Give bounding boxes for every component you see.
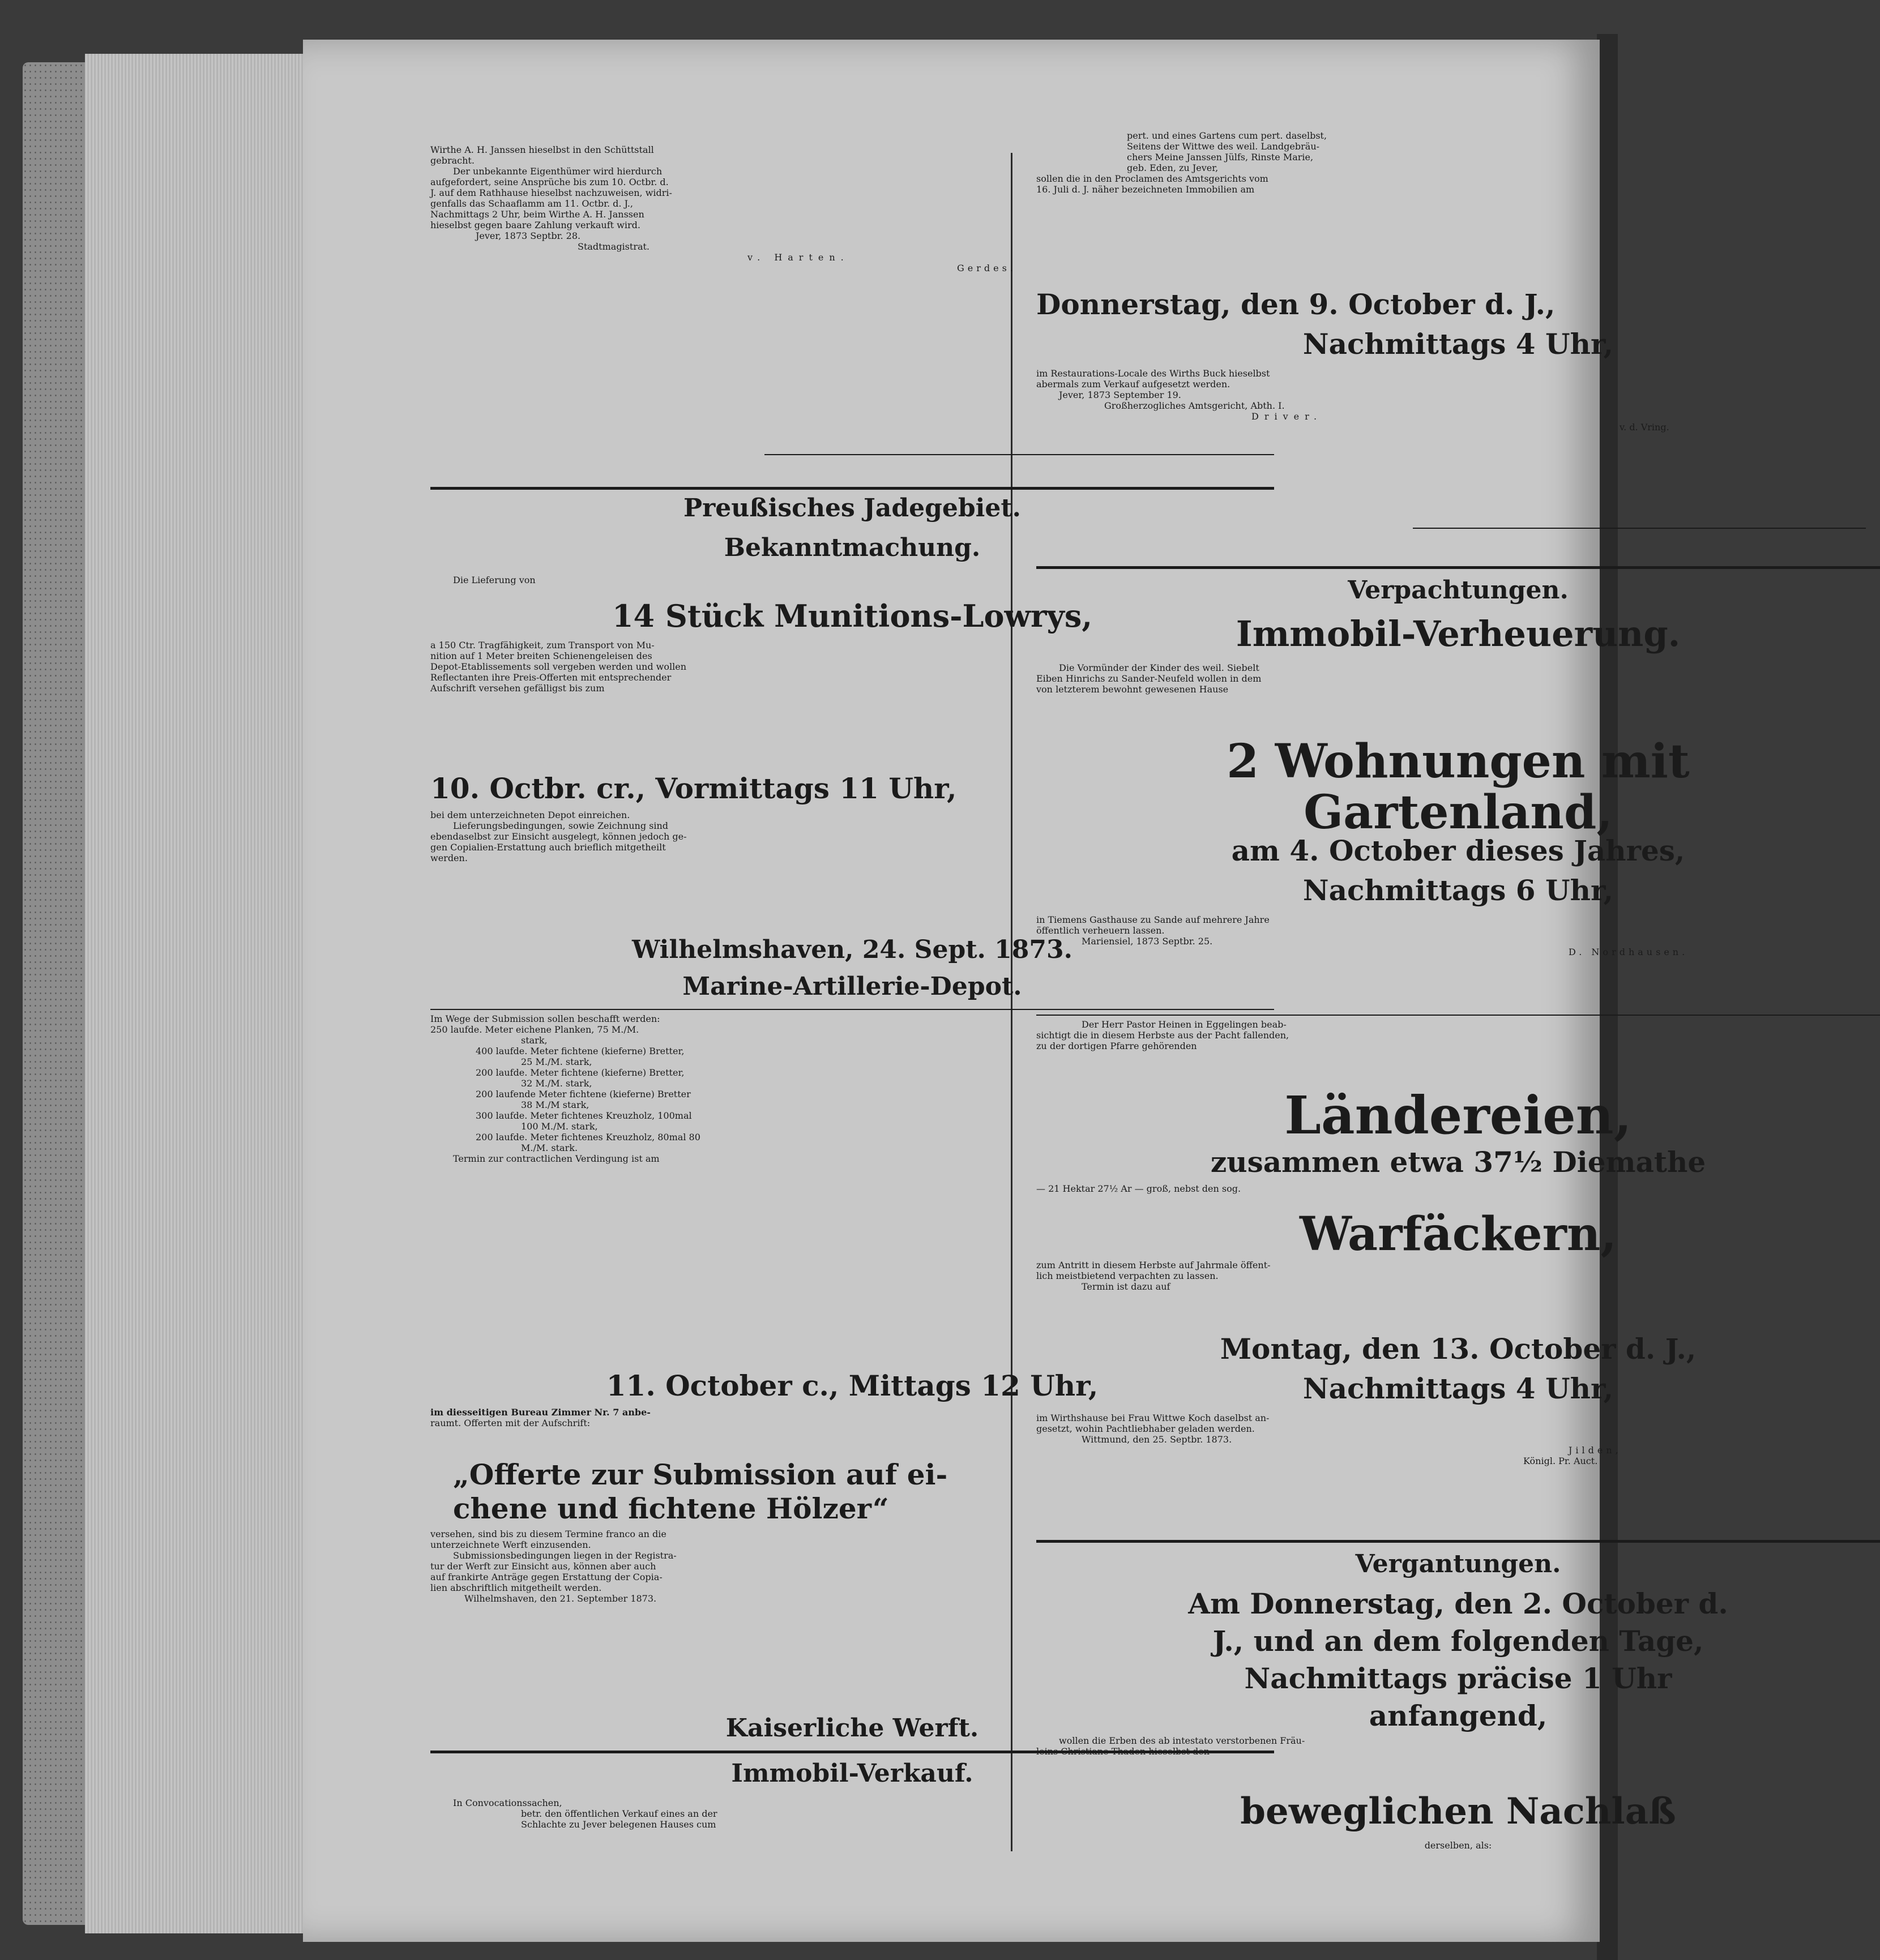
text-line: hieselbst gegen baare Zahlung verkauft wird. <box>430 220 640 230</box>
lease-date: Montag, den 13. October d. J., <box>1220 1332 1697 1366</box>
submission-date: 11. October c., Mittags 12 Uhr, <box>606 1369 1099 1402</box>
text-block <box>1036 1260 1880 1292</box>
text-line: geb. Eden, zu Jever, <box>1127 162 1219 173</box>
signature-name: Gerdes. <box>957 263 1016 273</box>
list-item: 32 M./M. stark, <box>521 1078 592 1089</box>
text-line: unterzeichnete Werft einzusenden. <box>430 1539 591 1550</box>
text-line: Submissionsbedingungen liegen in der Registra- <box>453 1550 677 1561</box>
text-block <box>1036 1413 1880 1466</box>
text-line: lich meistbietend verpachten zu lassen. <box>1036 1270 1219 1281</box>
signature-rule <box>1413 528 1866 529</box>
headline-gartenland: Gartenland, <box>1304 785 1613 840</box>
heading-bekanntmachung: Bekanntmachung. <box>724 533 981 562</box>
list-item: 200 laufde. Meter fichtenes Kreuzholz, 80mal 80 <box>476 1132 700 1142</box>
text-line: Wittmund, den 25. Septbr. 1873. <box>1082 1434 1232 1445</box>
place-date: Wilhelmshaven, 24. Sept. 1873. <box>632 935 1073 964</box>
page-stack-edge <box>85 54 304 1933</box>
signature-title: Königl. Pr. Auct. <box>1523 1456 1598 1466</box>
text-block <box>1036 662 1880 695</box>
heading-immobil-verheuerung: Immobil-Verheuerung. <box>1236 613 1681 654</box>
text-line: Der unbekannte Eigenthümer wird hierdurch <box>453 166 663 177</box>
text-line: werden. <box>430 853 468 863</box>
list-item: 38 M./M stark, <box>521 1099 589 1110</box>
text-line: a 150 Ctr. Tragfähigkeit, zum Transport von Mu- <box>430 640 655 651</box>
text-block <box>1036 130 1880 195</box>
headline-warfaeckern: Warfäckern, <box>1300 1207 1617 1261</box>
text-line: betr. den öffentlichen Verkauf eines an der <box>521 1808 717 1819</box>
text-line: leins Christiane Thaden hieselbst den <box>1036 1746 1210 1757</box>
headline-nachlass: beweglichen Nachlaß <box>1240 1790 1676 1833</box>
text-line: ebendaselbst zur Einsicht ausgelegt, können jedoch ge- <box>430 831 687 842</box>
text-line: Jever, 1873 September 19. <box>1059 390 1181 400</box>
text-line: abermals zum Verkauf aufgesetzt werden. <box>1036 379 1230 390</box>
list-item: 400 laufde. Meter fichtene (kieferne) Bretter, <box>476 1046 685 1056</box>
text-line: Termin zur contractlichen Verdingung ist am <box>453 1153 660 1164</box>
text-line: J., und an dem folgenden Tage, <box>1212 1624 1704 1658</box>
list-item: 300 laufde. Meter fichtenes Kreuzholz, 100mal <box>476 1110 692 1121</box>
text-block <box>1036 368 1880 433</box>
text-line: Reflectanten ihre Preis-Offerten mit entsprechender <box>430 672 672 683</box>
text-line: tur der Werft zur Einsicht aus, können aber auch <box>430 1561 656 1572</box>
item-lowrys: 14 Stück Munitions-Lowrys, <box>612 598 1093 634</box>
text-line: bei dem unterzeichneten Depot einreichen. <box>430 810 630 820</box>
text-line: Der Herr Pastor Heinen in Eggelingen beab- <box>1082 1019 1287 1030</box>
text-line: Depot-Etablissements soll vergeben werden und wollen <box>430 661 687 672</box>
text-line: gen Copialien-Erstattung auch brieflich mitgetheilt <box>430 842 666 853</box>
text-line: gebracht. <box>430 155 475 166</box>
text-line: „Offerte zur Submission auf ei- <box>453 1458 948 1491</box>
text-block <box>1036 1019 1880 1051</box>
text-block <box>1036 914 1880 957</box>
text-line: derselben, als: <box>1424 1840 1492 1851</box>
text-line: versehen, sind bis zu diesem Termine franco an die <box>430 1529 666 1539</box>
text-line: Schlachte zu Jever belegenen Hauses cum <box>521 1819 716 1830</box>
offer-caption <box>430 1458 1274 1526</box>
section-rule <box>430 487 1274 490</box>
text-line: öffentlich verheuern lassen. <box>1036 925 1165 936</box>
text-line: Am Donnerstag, den 2. October d. <box>1188 1587 1728 1620</box>
text-line: 16. Juli d. J. näher bezeichneten Immobilien am <box>1036 184 1255 195</box>
signature-name: v. Harten. <box>747 252 849 263</box>
text-line: Eiben Hinrichs zu Sander-Neufeld wollen in dem <box>1036 673 1262 684</box>
text-line: auf frankirte Anträge gegen Erstattung der Copia- <box>430 1572 663 1582</box>
lease-time: Nachmittags 6 Uhr, <box>1302 874 1614 907</box>
text-line: — 21 Hektar 27½ Ar — groß, nebst den sog. <box>1036 1183 1241 1194</box>
text-line: sichtigt die in diesem Herbste aus der Pacht fallenden, <box>1036 1030 1289 1041</box>
text-line: zu der dortigen Pfarre gehörenden <box>1036 1041 1197 1051</box>
auction-time: Nachmittags 4 Uhr, <box>1302 327 1614 361</box>
text-line: wollen die Erben des ab intestato verstorbenen Fräu- <box>1059 1735 1305 1746</box>
text-line: im Restaurations-Locale des Wirths Buck hieselbst <box>1036 368 1270 379</box>
text-line: genfalls das Schaaflamm am 11. Octbr. d. J., <box>430 198 633 209</box>
auction-date: Donnerstag, den 9. October d. J., <box>1036 288 1556 321</box>
list-item: 200 laufende Meter fichtene (kieferne) Bretter <box>476 1089 691 1099</box>
book-cover-edge <box>23 62 85 1925</box>
heading-immobil-verkauf: Immobil-Verkauf. <box>731 1759 973 1788</box>
text-line: Termin ist dazu auf <box>1082 1281 1170 1292</box>
text-line: lien abschriftlich mitgetheilt werden. <box>430 1582 602 1593</box>
heading-vergantungen: Vergantungen. <box>1355 1550 1561 1578</box>
text-block <box>1036 1735 1880 1757</box>
text-line: In Convocationssachen, <box>453 1798 562 1808</box>
newspaper-page <box>303 40 1728 1942</box>
text-line: im diesseitigen Bureau Zimmer Nr. 7 anbe- <box>430 1407 651 1418</box>
section-rule <box>1036 566 1880 569</box>
signature-office: Großherzogliches Amtsgericht, Abth. I. <box>1104 400 1285 411</box>
text-line: Nachmittags 2 Uhr, beim Wirthe A. H. Janssen <box>430 209 644 220</box>
text-line: raumt. Offerten mit der Aufschrift: <box>430 1418 591 1428</box>
list-item: 250 laufde. Meter eichene Planken, 75 M./M. <box>430 1024 639 1035</box>
text-line: sollen die in den Proclamen des Amtsgerichts vom <box>1036 173 1268 184</box>
heading-verpachtungen: Verpachtungen. <box>1348 576 1569 605</box>
text-line: Im Wege der Submission sollen beschafft werden: <box>430 1013 660 1024</box>
text-line: pert. und eines Gartens cum pert. daselbst, <box>1127 130 1327 141</box>
text-line: in Tiemens Gasthause zu Sande auf mehrere Jahre <box>1036 914 1270 925</box>
heading-jadegebiet: Preußisches Jadegebiet. <box>683 494 1021 523</box>
text-line: Die Lieferung von <box>453 575 536 585</box>
text-line: Wilhelmshaven, den 21. September 1873. <box>464 1593 657 1604</box>
text-line: Wirthe A. H. Janssen hieselbst in den Schüttstall <box>430 144 654 155</box>
auction-schedule <box>1036 1585 1880 1735</box>
lease-date: am 4. October dieses Jahres, <box>1231 834 1685 867</box>
text-line: Aufschrift versehen gefälligst bis zum <box>430 683 605 694</box>
text-line: aufgefordert, seine Ansprüche bis zum 10. Octbr. d. <box>430 177 669 187</box>
signature-name: D. Nordhausen. <box>1569 947 1689 957</box>
section-rule <box>1036 1015 1880 1016</box>
signature-name: v. d. Vring. <box>1620 422 1669 433</box>
lease-time: Nachmittags 4 Uhr, <box>1302 1372 1614 1405</box>
list-item: M./M. stark. <box>521 1142 578 1153</box>
signature-werft: Kaiserliche Werft. <box>725 1714 979 1743</box>
signature-depot: Marine-Artillerie-Depot. <box>682 972 1022 1001</box>
text-line: Mariensiel, 1873 Septbr. 25. <box>1082 936 1213 947</box>
text-line: J. auf dem Rathhause hieselbst nachzuweisen, widri- <box>430 187 672 198</box>
text-line: anfangend, <box>1369 1699 1548 1732</box>
text-line: Lieferungsbedingungen, sowie Zeichnung sind <box>453 820 669 831</box>
text-line: zum Antritt in diesem Herbste auf Jahrmale öffent- <box>1036 1260 1271 1270</box>
list-item: 25 M./M. stark, <box>521 1056 592 1067</box>
signature-office: Stadtmagistrat. <box>578 241 650 252</box>
text-line: nition auf 1 Meter breiten Schienengeleisen des <box>430 651 652 661</box>
text-line: im Wirthshause bei Frau Wittwe Koch daselbst an- <box>1036 1413 1270 1423</box>
headline-laendereien: Ländereien, <box>1284 1085 1632 1146</box>
land-size: zusammen etwa 37½ Diemathe <box>1210 1145 1706 1179</box>
text-line: Die Vormünder der Kinder des weil. Siebelt <box>1059 662 1259 673</box>
list-item: stark, <box>521 1035 548 1046</box>
text-line: Nachmittags präcise 1 Uhr <box>1244 1662 1672 1695</box>
signature-name: Jilden, <box>1569 1445 1622 1456</box>
list-item: 200 laufde. Meter fichtene (kieferne) Bretter, <box>476 1067 685 1078</box>
text-line: von letzterem bewohnt gewesenen Hause <box>1036 684 1229 695</box>
signature-rule <box>764 454 1274 455</box>
headline-wohnungen: 2 Wohnungen mit <box>1227 734 1690 789</box>
signature-name: Driver. <box>1251 411 1323 422</box>
text-line: gesetzt, wohin Pachtliebhaber geladen werden. <box>1036 1423 1255 1434</box>
text-line: chers Meine Janssen Jülfs, Rinste Marie, <box>1127 152 1314 162</box>
deadline-date: 10. Octbr. cr., Vormittags 11 Uhr, <box>430 772 957 805</box>
text-line: Seitens der Wittwe des weil. Landgebräu- <box>1127 141 1320 152</box>
text-line: chene und fichtene Hölzer“ <box>453 1492 889 1525</box>
text-line: Jever, 1873 Septbr. 28. <box>476 230 581 241</box>
section-rule <box>1036 1540 1880 1543</box>
section-rule <box>430 1009 1274 1010</box>
list-item: 100 M./M. stark, <box>521 1121 598 1132</box>
